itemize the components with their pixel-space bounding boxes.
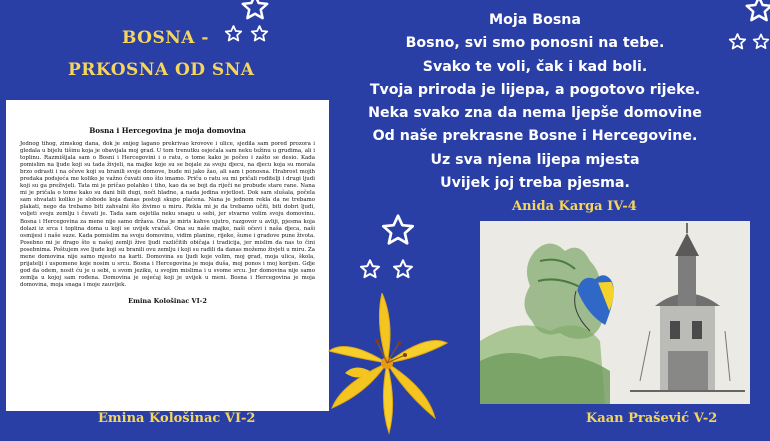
star-icon [359, 258, 381, 280]
poster-title-line-1: BOSNA - [122, 28, 209, 48]
poem-line: Svako te voli, čak i kad boli. [422, 58, 648, 75]
essay-author-caption: Emina Kološinac VI-2 [98, 411, 256, 426]
lily-flower-icon [325, 293, 455, 441]
poem-line: Uz sva njena lijepa mjesta [430, 151, 640, 168]
essay-body: Jednog tihog, zimskog dana, dok je snijeg lagano prekrivao krovove i ulice, sjedila sam pored prozora i gledala u bijelu tišinu koja je obavijala moj grad. U tom trenutku osjećala sam neku težinu u grudima, ali i toplinu. Razmišljala sam o Bosni i Hercegovini i o ratu, o tome kako je počeo i zašto se desio. Kada pomislim na ljude koji su tada živjeli, na majke koje su se bojale za svoju djecu, na djecu koja su morala brzo odrasti i na očeve koji su branili svoje domove, bude mi jako žao, ali sam i ponosna. Hrabrost mojih predaka podsjeća me koliko je važno čuvati ono što imamo. Priču o ratu su mi pričali roditelji i drugi ljudi koji su ga preživjeli. Tata mi je pričao polahko i tiho, kao da se boji da riječi ne probude stare rane. Nana mi je pričala o tome kako su dani bili dugi, noći hladne, a nada jedina svjetlost. Dok sam slušala, počela sam shvatati koliko je slobode koja danas postoji skupo plaćena. Nana je jednom rekla da ne trebamo plakati, nego da trebamo biti zahvalni što živimo u miru. Rekla mi je da trebamo učiti, biti dobri ljudi, voljeti svoju zemlju i čuvati je. Tada sam osjetila neku snagu u sebi, jer stvarno volim svoju domovinu. Bosna i Hercegovina za mene nije samo država. Ona je miris kahve ujutro, razgovor u avliji, pjesma koja dolazi iz srca i toplina doma u koji se uvijek vraćaš. Ona su naše majke, naši očevi i naša djeca, naši osmijesi i naše suze. Kada pomislim na svoju domovinu, vidim planine, rijeke, šume i gradove pune života. Posebno mi je drago što u našoj zemlji žive ljudi različitih običaja i tradicija, jer mislim da nas to čini posebnima. Poštujem sve ljude koji su branili ovu zemlju i koji su radili da danas možemo živjeti u miru. Za mene domovina nije samo mjesto na karti. Domovina su ljudi koje volim, moj grad, moja ulica, škola, prijatelji i uspomene koje nosim u srcu. Bosna i Hercegovina je moja duša, moj ponos i moj korijen. Gdje god da odem, nosit ću je u sebi, u svom jeziku, u svojim mislima i u svome srcu. Jer domovina nije samo zemlja u kojoj sam rođena. Domovina je osjećaj koji je uvijek u meni. Bosna i Hercegovina je moja domovina, moja snaga i moje zauvijek. [20, 141, 315, 288]
poem-line: Uvijek joj treba pjesma. [440, 175, 630, 192]
star-icon [728, 32, 747, 51]
poem-author-caption: Anida Karga IV-4 [512, 199, 637, 214]
poem-line: Neka svako zna da nema ljepše domovine [368, 105, 702, 122]
star-icon [250, 24, 269, 43]
star-icon [380, 212, 416, 248]
essay-signature: Emina Kološinac VI-2 [128, 296, 207, 305]
star-icon [392, 258, 414, 280]
essay-document [6, 100, 329, 411]
poem-line: Bosno, svi smo ponosni na tebe. [405, 35, 665, 52]
poem-line: Tvoja priroda je lijepa, a pogotovo rijeke. [369, 81, 701, 98]
student-drawing [480, 221, 750, 404]
essay-title: Bosna i Hercegovina je moja domovina [89, 126, 246, 135]
star-icon [752, 32, 770, 51]
star-icon [744, 0, 770, 24]
star-icon [240, 0, 270, 22]
poem-title: Moja Bosna [489, 12, 581, 28]
drawing-author-caption: Kaan Prašević V-2 [586, 411, 718, 426]
poem-line: Od naše prekrasne Bosne i Hercegovine. [372, 128, 698, 145]
poster-title-line-2: PRKOSNA OD SNA [68, 60, 255, 80]
star-icon [224, 24, 243, 43]
poem [340, 9, 730, 195]
